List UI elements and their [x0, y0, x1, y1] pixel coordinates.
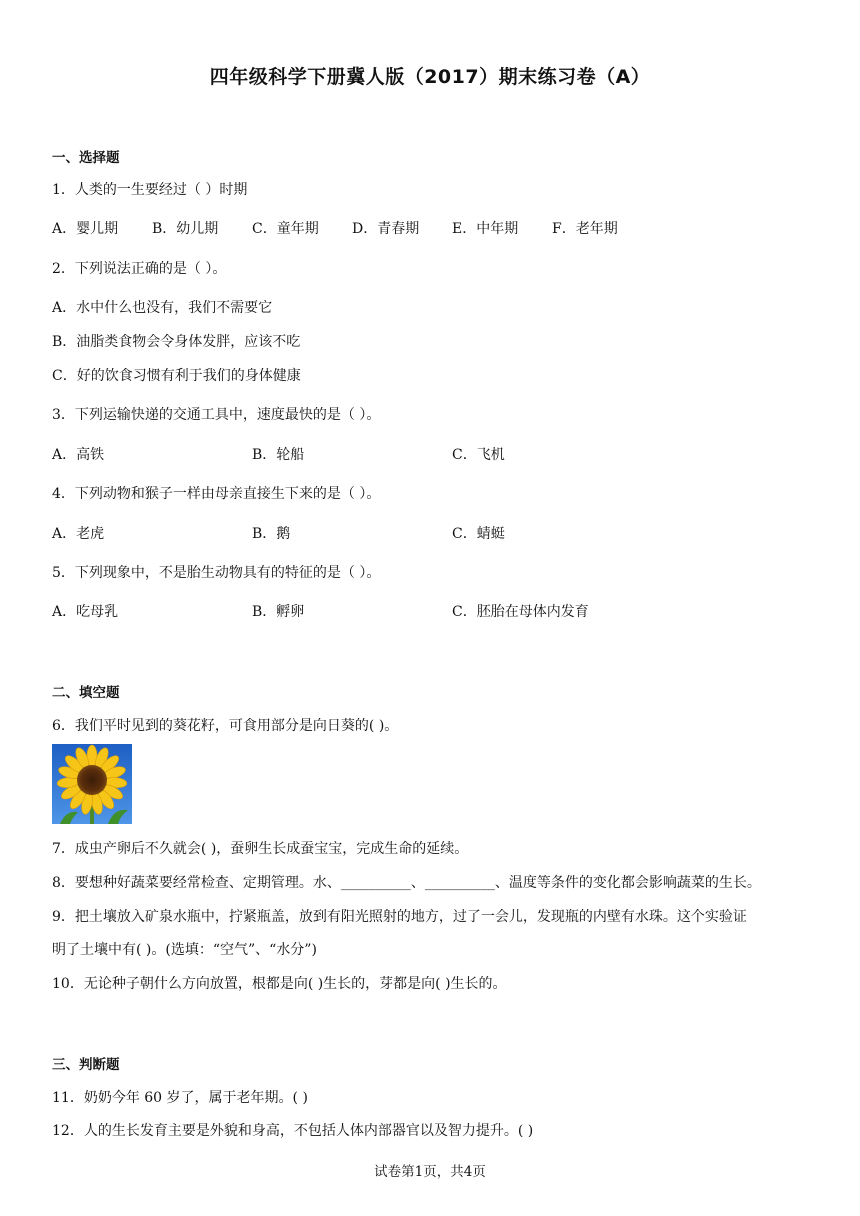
q2-option-a: A．水中什么也没有，我们不需要它	[52, 300, 273, 316]
question-7: 7．成虫产卵后不久就会( )，蚕卵生长成蚕宝宝，完成生命的延续。	[52, 841, 469, 857]
q4-option-b: B．鹅	[252, 526, 291, 542]
q1-option-d: D．青春期	[352, 221, 420, 237]
page-title: 四年级科学下册冀人版（2017）期末练习卷（A）	[209, 66, 651, 88]
question-4: 4．下列动物和猴子一样由母亲直接生下来的是（ ）。	[52, 486, 381, 502]
q2-option-b: B．油脂类食物会令身体发胖，应该不吃	[52, 334, 301, 350]
question-9-line-2: 明了土壤中有( )。(选填：“空气”、“水分”)	[52, 942, 317, 958]
q1-option-a: A．婴儿期	[52, 221, 119, 237]
q3-option-a: A．高铁	[52, 447, 105, 463]
page-footer: 试卷第1页，共4页	[374, 1164, 486, 1180]
q4-option-a: A．老虎	[52, 526, 105, 542]
section-heading-fill: 二、填空题	[52, 685, 120, 701]
question-3: 3．下列运输快递的交通工具中，速度最快的是（ ）。	[52, 407, 381, 423]
question-5: 5．下列现象中，不是胎生动物具有的特征的是（ ）。	[52, 565, 381, 581]
q1-option-f: F．老年期	[552, 221, 618, 237]
q5-option-b: B．孵卵	[252, 604, 305, 620]
question-10: 10．无论种子朝什么方向放置，根都是向( )生长的，芽都是向( )生长的。	[52, 976, 507, 992]
q2-option-c: C．好的饮食习惯有利于我们的身体健康	[52, 368, 301, 384]
q1-option-c: C．童年期	[252, 221, 319, 237]
q1-option-e: E．中年期	[452, 221, 519, 237]
question-1: 1．人类的一生要经过（ ）时期	[52, 182, 248, 198]
sunflower-image	[52, 744, 132, 824]
question-9-line-1: 9．把土壤放入矿泉水瓶中，拧紧瓶盖，放到有阳光照射的地方，过了一会儿，发现瓶的内壁有水珠。这个实验证	[52, 909, 747, 925]
q1-option-b: B．幼儿期	[152, 221, 219, 237]
question-6: 6．我们平时见到的葵花籽，可食用部分是向日葵的( )。	[52, 718, 399, 734]
section-heading-judge: 三、判断题	[52, 1057, 120, 1073]
q5-option-a: A．吃母乳	[52, 604, 119, 620]
question-12: 12．人的生长发育主要是外貌和身高，不包括人体内部器官以及智力提升。( )	[52, 1123, 534, 1139]
question-8: 8．要想种好蔬菜要经常检查、定期管理。水、__________、__________、温度等条件的变化都会影响蔬菜的生长。	[52, 875, 761, 891]
q5-option-c: C．胚胎在母体内发育	[452, 604, 589, 620]
question-11: 11．奶奶今年 60 岁了，属于老年期。( )	[52, 1090, 308, 1106]
q3-option-c: C．飞机	[452, 447, 505, 463]
q4-option-c: C．蜻蜓	[452, 526, 505, 542]
q3-option-b: B．轮船	[252, 447, 305, 463]
question-2: 2．下列说法正确的是（ ）。	[52, 261, 227, 277]
section-heading-choice: 一、选择题	[52, 150, 120, 166]
